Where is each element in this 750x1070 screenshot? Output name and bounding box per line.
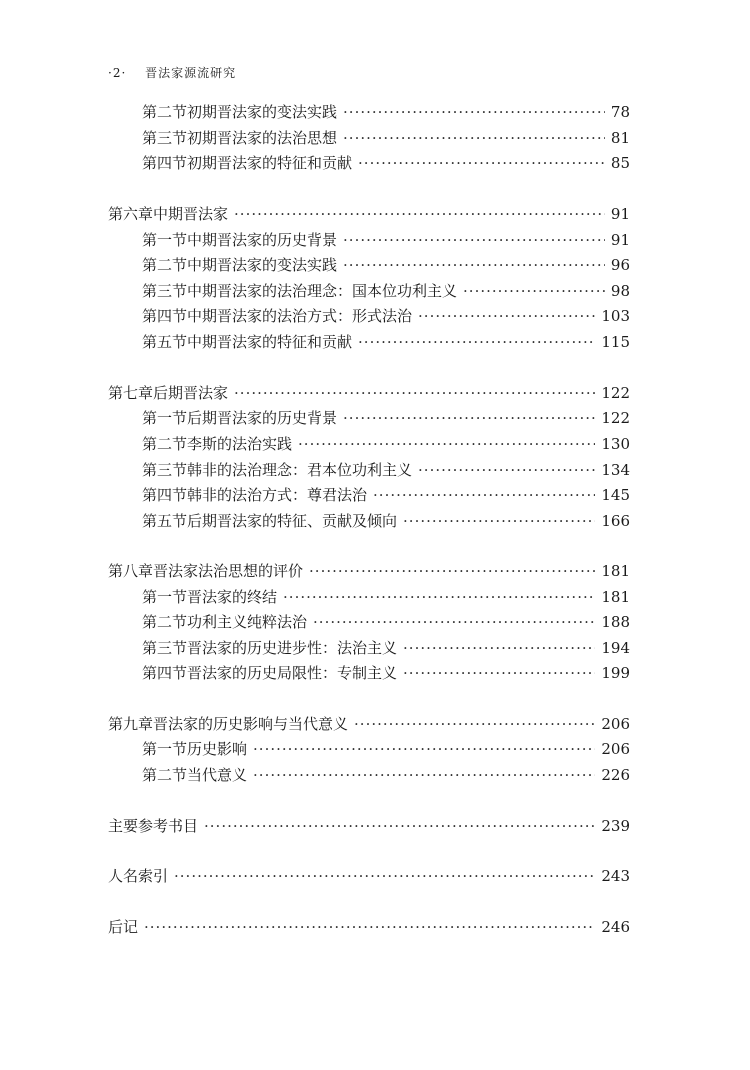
toc-section-entry[interactable]	[0, 764, 750, 786]
toc-section-entry[interactable]	[0, 459, 750, 481]
toc-section-entry[interactable]	[0, 127, 750, 149]
entry-title: 后期晋法家的特征、贡献及倾向	[187, 512, 398, 530]
dot-leader	[358, 152, 605, 174]
dot-leader	[418, 305, 595, 327]
dot-leader	[343, 407, 595, 429]
dot-leader	[418, 459, 595, 481]
dot-leader	[343, 101, 605, 123]
entry-page-number: 199	[601, 664, 630, 682]
entry-page-number: 188	[601, 613, 630, 631]
entry-title: 后期晋法家	[153, 384, 229, 402]
entry-number: 第七章	[108, 384, 154, 402]
running-header	[108, 64, 236, 81]
entry-page-number: 91	[610, 231, 630, 249]
entry-page-number: 181	[601, 588, 630, 606]
entry-title: 中期晋法家的特征和贡献	[187, 333, 353, 351]
entry-number: 第六章	[108, 205, 154, 223]
entry-number: 第三节	[142, 282, 188, 300]
dot-leader	[253, 764, 595, 786]
entry-title: 中期晋法家的历史背景	[187, 231, 338, 249]
dot-leader	[234, 382, 595, 404]
entry-number: 第二节	[142, 256, 188, 274]
dot-leader	[283, 586, 595, 608]
entry-number: 第一节	[142, 231, 188, 249]
dot-leader	[309, 560, 595, 582]
dot-leader	[253, 738, 595, 760]
entry-title: 中期晋法家的法治方式：形式法治	[187, 307, 413, 325]
toc-section-entry[interactable]	[0, 611, 750, 633]
toc-section-entry[interactable]	[0, 433, 750, 455]
entry-number: 第四节	[142, 664, 188, 682]
dot-leader	[174, 865, 595, 887]
entry-number: 第四节	[142, 154, 188, 172]
entry-page-number: 96	[610, 256, 630, 274]
entry-title: 主要参考书目	[108, 817, 199, 835]
toc-section-entry[interactable]	[0, 331, 750, 353]
entry-number: 第八章	[108, 562, 154, 580]
entry-title: 后期晋法家的历史背景	[187, 409, 338, 427]
dot-leader	[343, 254, 605, 276]
entry-page-number: 78	[610, 103, 630, 121]
entry-title: 初期晋法家的特征和贡献	[187, 154, 353, 172]
entry-page-number: 181	[601, 562, 630, 580]
entry-page-number: 206	[601, 715, 630, 733]
entry-number: 第二节	[142, 103, 188, 121]
entry-number: 第四节	[142, 307, 188, 325]
entry-title: 当代意义	[187, 766, 248, 784]
toc-chapter-entry[interactable]	[0, 865, 750, 887]
toc-section-entry[interactable]	[0, 152, 750, 174]
entry-number: 第三节	[142, 639, 188, 657]
entry-title: 中期晋法家的变法实践	[187, 256, 338, 274]
entry-number: 第五节	[142, 512, 188, 530]
entry-page-number: 115	[601, 333, 630, 351]
entry-page-number: 103	[601, 307, 630, 325]
toc-chapter-entry[interactable]	[0, 916, 750, 938]
entry-title: 人名索引	[108, 867, 169, 885]
entry-number: 第一节	[142, 409, 188, 427]
entry-page-number: 246	[601, 918, 630, 936]
toc-chapter-entry[interactable]	[0, 203, 750, 225]
entry-number: 第一节	[142, 740, 188, 758]
toc-chapter-entry[interactable]	[0, 382, 750, 404]
toc-chapter-entry[interactable]	[0, 815, 750, 837]
dot-leader	[354, 713, 595, 735]
header-page-number: ·2·	[108, 66, 127, 80]
toc-section-entry[interactable]	[0, 229, 750, 251]
toc-section-entry[interactable]	[0, 662, 750, 684]
dot-leader	[403, 637, 595, 659]
entry-number: 第四节	[142, 486, 188, 504]
entry-title: 晋法家的终结	[187, 588, 278, 606]
toc-section-entry[interactable]	[0, 484, 750, 506]
entry-title: 晋法家的历史进步性：法治主义	[187, 639, 398, 657]
entry-page-number: 122	[601, 384, 630, 402]
dot-leader	[343, 229, 605, 251]
entry-number: 第三节	[142, 461, 188, 479]
entry-number: 第二节	[142, 435, 188, 453]
entry-title: 历史影响	[187, 740, 248, 758]
toc-chapter-entry[interactable]	[0, 713, 750, 735]
dot-leader	[204, 815, 595, 837]
dot-leader	[373, 484, 595, 506]
entry-page-number: 166	[601, 512, 630, 530]
entry-number: 第五节	[142, 333, 188, 351]
entry-page-number: 226	[601, 766, 630, 784]
entry-page-number: 130	[601, 435, 630, 453]
entry-page-number: 194	[601, 639, 630, 657]
dot-leader	[403, 662, 595, 684]
toc-section-entry[interactable]	[0, 305, 750, 327]
dot-leader	[463, 280, 605, 302]
entry-title: 韩非的法治理念：君本位功利主义	[187, 461, 413, 479]
entry-title: 初期晋法家的法治思想	[187, 129, 338, 147]
entry-number: 第二节	[142, 766, 188, 784]
entry-number: 第三节	[142, 129, 188, 147]
toc-section-entry[interactable]	[0, 280, 750, 302]
entry-title: 功利主义纯粹法治	[187, 613, 308, 631]
entry-page-number: 98	[610, 282, 630, 300]
entry-page-number: 85	[610, 154, 630, 172]
entry-title: 中期晋法家	[153, 205, 229, 223]
entry-title: 初期晋法家的变法实践	[187, 103, 338, 121]
dot-leader	[234, 203, 605, 225]
dot-leader	[343, 127, 605, 149]
entry-number: 第一节	[142, 588, 188, 606]
dot-leader	[358, 331, 595, 353]
entry-title: 中期晋法家的法治理念：国本位功利主义	[187, 282, 458, 300]
toc-section-entry[interactable]	[0, 510, 750, 532]
header-book-title: 晋法家源流研究	[145, 66, 237, 80]
entry-page-number: 122	[601, 409, 630, 427]
toc-section-entry[interactable]	[0, 738, 750, 760]
entry-page-number: 145	[601, 486, 630, 504]
entry-title: 晋法家法治思想的评价	[153, 562, 304, 580]
entry-page-number: 134	[601, 461, 630, 479]
entry-page-number: 206	[601, 740, 630, 758]
entry-title: 后记	[108, 918, 139, 936]
toc-section-entry[interactable]	[0, 407, 750, 429]
dot-leader	[313, 611, 595, 633]
entry-title: 晋法家的历史影响与当代意义	[153, 715, 349, 733]
entry-title: 李斯的法治实践	[187, 435, 293, 453]
entry-title: 韩非的法治方式：尊君法治	[187, 486, 368, 504]
toc-section-entry[interactable]	[0, 586, 750, 608]
entry-page-number: 81	[610, 129, 630, 147]
toc-section-entry[interactable]	[0, 254, 750, 276]
entry-page-number: 243	[601, 867, 630, 885]
toc-section-entry[interactable]	[0, 101, 750, 123]
entry-page-number: 239	[601, 817, 630, 835]
dot-leader	[144, 916, 595, 938]
entry-title: 晋法家的历史局限性：专制主义	[187, 664, 398, 682]
dot-leader	[298, 433, 595, 455]
entry-page-number: 91	[610, 205, 630, 223]
dot-leader	[403, 510, 595, 532]
toc-chapter-entry[interactable]	[0, 560, 750, 582]
toc-section-entry[interactable]	[0, 637, 750, 659]
entry-number: 第二节	[142, 613, 188, 631]
entry-number: 第九章	[108, 715, 154, 733]
